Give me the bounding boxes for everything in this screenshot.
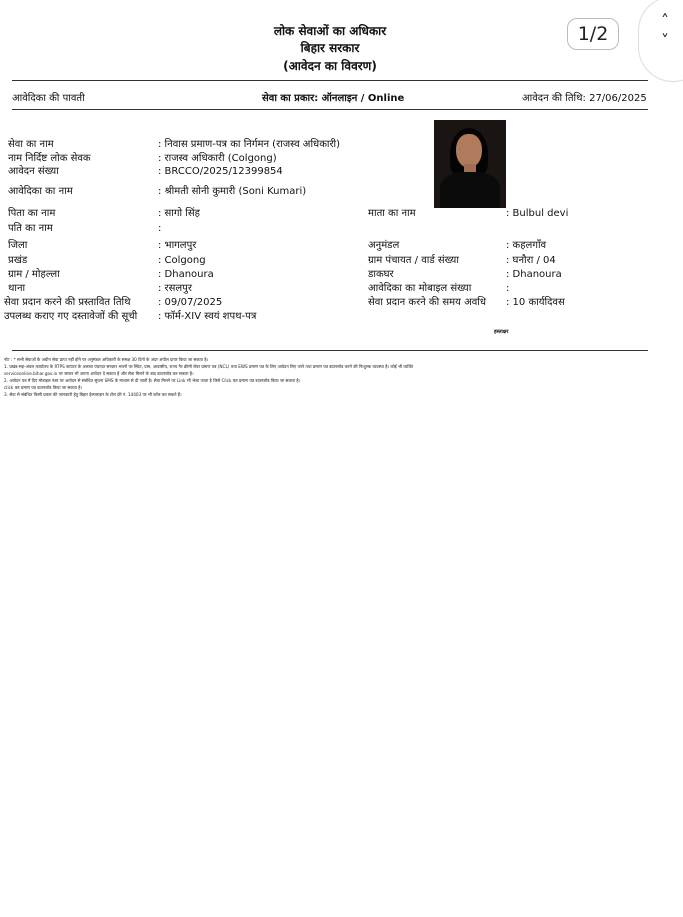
service-type: सेवा का प्रकार: ऑनलाइन / Online: [262, 93, 405, 104]
label-officer: नाम निर्दिष्ट लोक सेवक: [8, 153, 91, 164]
document-header: [0, 22, 660, 75]
value-documents: : फॉर्म-XIV स्वयं शपथ-पत्र: [158, 311, 257, 322]
note-line: serviceonline.bihar.gov.in पर जाकर भी अपना आवेदन दे सकता है और सेवा मिलने के बाद डाउनलोड कर सकता है।: [4, 371, 194, 376]
label-time-limit: सेवा प्रदान करने की समय अवधि: [368, 297, 487, 308]
label-husband-name: पति का नाम: [8, 223, 53, 234]
value-panchayat: : घनौरा / 04: [506, 255, 556, 266]
value-mother-name: : Bulbul devi: [506, 208, 569, 219]
label-app-number: आवेदन संख्या: [8, 166, 59, 177]
value-time-limit: : 10 कार्यदिवस: [506, 297, 565, 308]
value-village: : Dhanoura: [158, 269, 214, 280]
value-husband-name: :: [158, 223, 162, 234]
label-documents: उपलब्ध कराए गए दस्तावेजों की सूची: [4, 311, 138, 322]
chevron-down-icon[interactable]: ˅: [661, 31, 669, 50]
label-father-name: पिता का नाम: [8, 208, 56, 219]
value-subdivision: : कहलगाँव: [506, 240, 547, 251]
application-date: आवेदन की तिथि: 27/06/2025: [522, 93, 647, 104]
signature-label: हस्ताक्षर: [494, 329, 509, 335]
label-district: जिला: [8, 240, 28, 251]
label-block: प्रखंड: [8, 255, 28, 266]
header-subtitle: (आवेदन का विवरण): [283, 59, 377, 73]
value-app-number: : BRCCO/2025/12399854: [158, 166, 283, 177]
value-district: : भागलपुर: [158, 240, 197, 251]
page-indicator: 1/2: [567, 18, 619, 50]
note-line: 3. सेवा से संबंधित किसी प्रकार की जानकारी हेतु बिहार हेल्पलाइन के टोल फ्री नं. 14403 पर भी कॉल कर सकते हैं।: [4, 392, 182, 397]
divider: [12, 109, 648, 110]
header-government: बिहार सरकार: [300, 41, 360, 55]
value-proposed-date: : 09/07/2025: [158, 297, 223, 308]
value-post-office: : Dhanoura: [506, 269, 562, 280]
value-applicant-name: : श्रीमती सोनी कुमारी (Soni Kumari): [158, 186, 307, 197]
value-officer: : राजस्व अधिकारी (Colgong): [158, 153, 277, 164]
label-applicant-name: आवेदिका का नाम: [8, 186, 73, 197]
header-title: लोक सेवाओं का अधिकार: [273, 24, 387, 38]
label-panchayat: ग्राम पंचायत / वार्ड संख्या: [368, 255, 459, 266]
divider: [12, 350, 648, 351]
value-mobile: :: [506, 283, 510, 294]
value-police-station: : रसलपुर: [158, 283, 192, 294]
divider: [12, 80, 648, 81]
note-line: 1. प्रखंड-सह-अंचल कार्यालय के RTPS काउंटर के अलावा पंचायत सरकार भवनों पर स्थित, ग्राम, आवासीय, राज्य गैर क्रीमी लेयर प्रमाण पत्र (NCL) तथा EWS प्रमाण पत्र के लिए आवेदन लिए जाने तथा प्रमाण पत्र डाउनलोड करने की निःशुल्क व्यवस्था है। कोई भी व्यक्ति: [4, 364, 414, 369]
label-proposed-date: सेवा प्रदान करने की प्रस्तावित तिथि: [4, 297, 131, 308]
applicant-photo: [434, 120, 506, 208]
note-line: click कर प्रमाण पत्र डाउनलोड किया जा सकता है।: [4, 385, 83, 390]
value-father-name: : सागो सिंह: [158, 208, 200, 219]
label-subdivision: अनुमंडल: [368, 240, 400, 251]
note-line: 2. आवेदन पत्र में दिए मोबाइल नंबर पर आवेदन से संबंधित सूचना SMS के माध्यम से दी जाती है। सेवा मिलने पर Link भी भेजा जाता है जिसे Click कर प्रमाण पत्र डाउनलोड किया जा सकता है।: [4, 378, 301, 383]
label-village: ग्राम / मोहल्ला: [8, 269, 60, 280]
receipt-label: आवेदिका की पावती: [12, 93, 85, 104]
note-line: नोट : * सभी सेवाओं के अधीन सेवा प्राप्त नहीं होने पर अनुमंडल अधिकारी के समक्ष 30 दिनों के अंदर अपील दायर किया जा सकता है।: [4, 357, 209, 362]
value-service-name: : निवास प्रमाण-पत्र का निर्गमन (राजस्व अधिकारी): [158, 139, 341, 150]
label-service-name: सेवा का नाम: [8, 139, 54, 150]
label-mobile: आवेदिका का मोबाइल संख्या: [368, 283, 472, 294]
label-police-station: थाना: [8, 283, 26, 294]
label-mother-name: माता का नाम: [368, 208, 416, 219]
value-block: : Colgong: [158, 255, 206, 266]
notes-section: [4, 356, 654, 398]
label-post-office: डाकघर: [368, 269, 394, 280]
chevron-up-icon[interactable]: ˄: [661, 11, 669, 30]
